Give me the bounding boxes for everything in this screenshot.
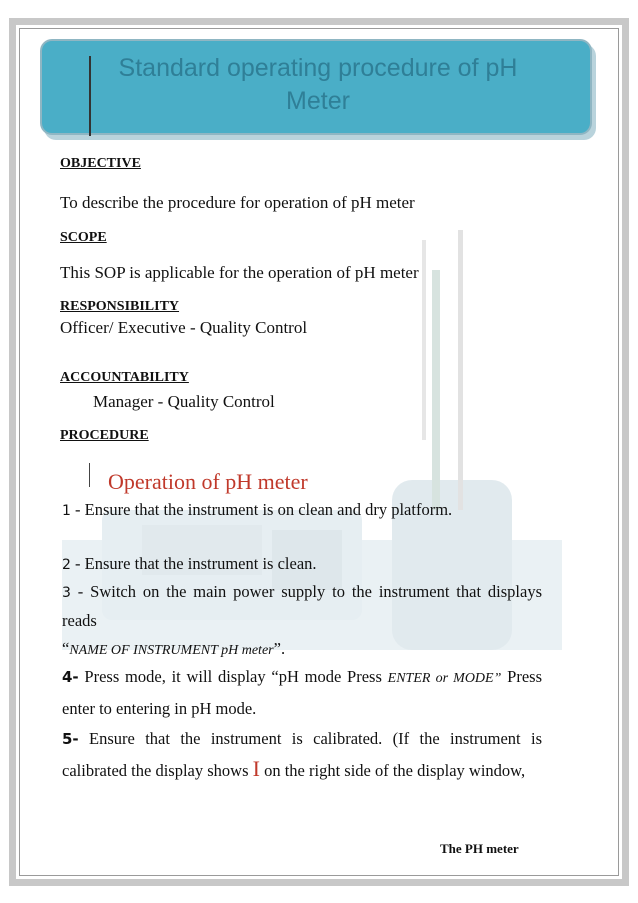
- scope-heading: SCOPE: [60, 230, 107, 245]
- step-5-text-b: on the right side of the display window,: [259, 761, 526, 780]
- objective-heading: OBJECTIVE: [60, 156, 141, 171]
- step-5-indicator-i: I: [252, 756, 260, 781]
- step-1: [62, 496, 542, 525]
- step-3-number: 3: [62, 585, 71, 601]
- step-1-number: 1: [62, 503, 71, 519]
- step-5: [62, 724, 542, 786]
- step-5-text-a: Ensure that the instrument is calibrated. (If the instrument is calibrated the display shows: [62, 729, 542, 780]
- responsibility-heading: RESPONSIBILITY: [60, 299, 180, 314]
- scope-text: This SOP is applicable for the operation of pH meter: [60, 263, 419, 282]
- step-2: [62, 550, 542, 579]
- step-4-italic: ENTER or MODE”: [387, 671, 502, 686]
- operation-cursor-bar: [89, 463, 90, 487]
- responsibility-text: Officer/ Executive - Quality Control: [60, 318, 308, 337]
- step-3-quote-close: ”.: [273, 639, 286, 658]
- step-3-text: - Switch on the main power supply to the instrument that displays reads: [62, 582, 542, 630]
- step-4-number: 4-: [62, 668, 79, 686]
- procedure-heading: PROCEDURE: [60, 428, 149, 443]
- step-5-number: 5-: [62, 730, 79, 748]
- objective-text: To describe the procedure for operation of pH meter: [60, 193, 415, 212]
- step-2-text: - Ensure that the instrument is clean.: [70, 554, 317, 573]
- footer-label: The PH meter: [440, 841, 519, 856]
- operation-title: Operation of pH meter: [108, 469, 308, 494]
- step-2-number: 2: [62, 557, 71, 573]
- step-1-text: - Ensure that the instrument is on clean and dry platform.: [70, 500, 453, 519]
- title-line-2: Meter: [286, 87, 350, 115]
- step-4-text-b: Press enter to entering in pH mode.: [62, 667, 542, 718]
- step-4: [62, 662, 542, 724]
- title-line-1: Standard operating procedure of pH: [118, 54, 518, 82]
- step-3-instrument-name: NAME OF INSTRUMENT pH meter: [69, 643, 274, 658]
- accountability-text: Manager - Quality Control: [93, 392, 275, 411]
- accountability-heading: ACCOUNTABILITY: [60, 370, 189, 385]
- step-3: [62, 578, 542, 665]
- step-4-text-a: Press mode, it will display “pH mode Press: [78, 667, 388, 686]
- step-3-quote-open: “: [62, 639, 70, 658]
- document-title: [48, 52, 588, 118]
